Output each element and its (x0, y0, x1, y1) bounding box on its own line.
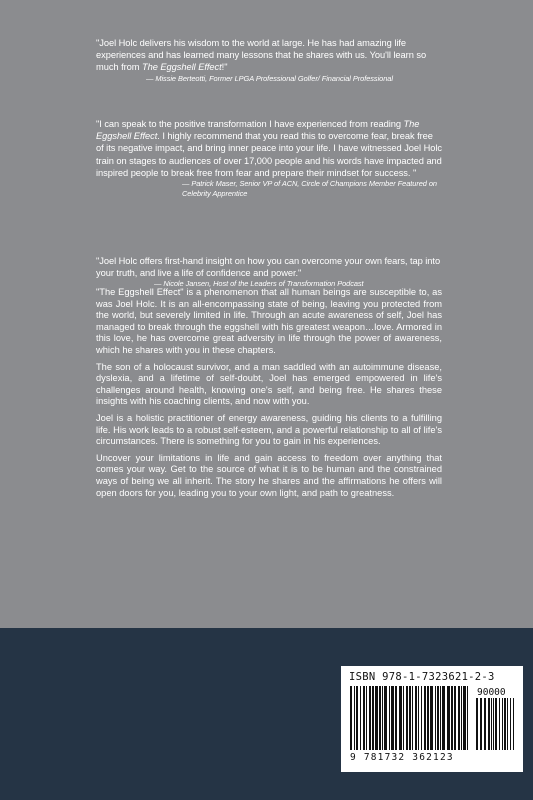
barcode-bar (415, 686, 417, 750)
price-bar (488, 698, 490, 750)
barcode-bar (421, 686, 422, 750)
barcode-bar (442, 686, 445, 750)
isbn-barcode (341, 666, 523, 772)
price-bar (513, 698, 514, 750)
description-paragraph-2: The son of a holocaust survivor, and a man saddled with an autoimmune disease, dyslexia, and a lifetime of self-doubt, Joel has emerged empowered in life's challenges around health, knowing one's self, and being free. He shares these insights with his coaching clients, and now with you. (96, 361, 442, 407)
price-bar (476, 698, 478, 750)
barcode-bar (350, 686, 352, 750)
barcode-bar (360, 686, 361, 750)
barcode-bar (354, 686, 355, 750)
price-bar (491, 698, 492, 750)
barcode-bar (430, 686, 433, 750)
barcode-bar (403, 686, 404, 750)
price-bar (495, 698, 497, 750)
book-description (96, 287, 442, 504)
description-paragraph-4: Uncover your limitations in life and gain access to freedom over anything that comes your way. Get to the source of what it is to be human and the constrained ways of being we all inherit. The story he shares and the affirmations he offers will open doors for you, leading you to your own light, and path to greatness. (96, 452, 442, 498)
description-paragraph-1: "The Eggshell Effect" is a phenomenon that all human beings are susceptible to, as was Joel Holc. It is an all-encompassing state of being, leaving you protected from the world, but severely limited in life. Through an acute awareness of self, Joel has managed to break through the eggshell with his greatest weapon…love. Armored in this love, he has overcome great adversity in life through the power of awareness, which he shares with you in these chapters. (96, 287, 442, 355)
barcode-bar (461, 686, 462, 750)
barcode-bar (356, 686, 358, 750)
testimonial-2-attribution: — Patrick Maser, Senior VP of ACN, Circle of Champions Member Featured on Celebrity Apprentice (182, 179, 437, 198)
price-bar (504, 698, 506, 750)
price-bar (480, 698, 482, 750)
barcode-bar (454, 686, 456, 750)
price-bar (510, 698, 511, 750)
barcode-bar (399, 686, 402, 750)
barcode-bar (409, 686, 411, 750)
barcode-bar (389, 686, 390, 750)
barcode-bar (372, 686, 374, 750)
barcode-bar (418, 686, 419, 750)
price-bar (507, 698, 508, 750)
barcode-bar (440, 686, 441, 750)
barcode-bar (467, 686, 468, 750)
barcode-bar (435, 686, 436, 750)
barcode-bar (379, 686, 381, 750)
testimonial-3-attribution: — Nicole Jansen, Host of the Leaders of Transformation Podcast (154, 279, 364, 289)
description-paragraph-3: Joel is a holistic practitioner of energy awareness, guiding his clients to a fulfilling life. His work leads to a robust self-esteem, and a powerful relationship to all of life's circumstances. There is something for you to gain in his experiences. (96, 412, 442, 447)
barcode-bar (382, 686, 383, 750)
barcode-bar (395, 686, 397, 750)
barcode-bars (350, 686, 514, 752)
price-bar (502, 698, 503, 750)
testimonial-1-attribution: — Missie Berteotti, Former LPGA Professional Golfer/ Financial Professional (146, 73, 393, 83)
barcode-digits: 9 781732 362123 (350, 752, 454, 763)
barcode-bar (384, 686, 387, 750)
barcode-bar (363, 686, 365, 750)
barcode-bar (424, 686, 426, 750)
price-bar (484, 698, 486, 750)
barcode-bar (437, 686, 439, 750)
barcode-bar (451, 686, 453, 750)
barcode-bar (458, 686, 460, 750)
isbn-label: ISBN 978-1-7323621-2-3 (349, 671, 495, 683)
testimonial-1-text: "Joel Holc delivers his wisdom to the world at large. He has had amazing life experiences and has learned many lessons that he shares with us. You'll learn so much from The Eggshell Effect!" (96, 38, 427, 73)
barcode-bar (366, 686, 367, 750)
barcode-bar (427, 686, 429, 750)
barcode-bar (412, 686, 413, 750)
barcode-bar (391, 686, 394, 750)
testimonial-3-text: "Joel Holc offers first-hand insight on how you can overcome your own fears, tap into your truth, and live a life of confidence and power." (96, 256, 441, 279)
testimonial-3 (96, 255, 442, 289)
testimonial-2-text: "I can speak to the positive transformation I have experienced from reading The Eggshell Effect. I highly recommend that you read this to overcome fear, break free of its negative impact, and bring inner peace into your life. I have witnessed Joel Holc train on stages to audiences of over 17,000 people and his words have impacted and inspired people to break free from fear and prepare their mindset for success. " (96, 119, 442, 178)
price-bar (499, 698, 500, 750)
price-code: 90000 (477, 687, 506, 698)
price-bar (493, 698, 494, 750)
barcode-bar (463, 686, 466, 750)
barcode-bar (447, 686, 450, 750)
barcode-bar (375, 686, 378, 750)
barcode-bar (369, 686, 371, 750)
testimonial-2 (96, 118, 442, 198)
barcode-bar (406, 686, 408, 750)
testimonial-1 (96, 37, 442, 83)
